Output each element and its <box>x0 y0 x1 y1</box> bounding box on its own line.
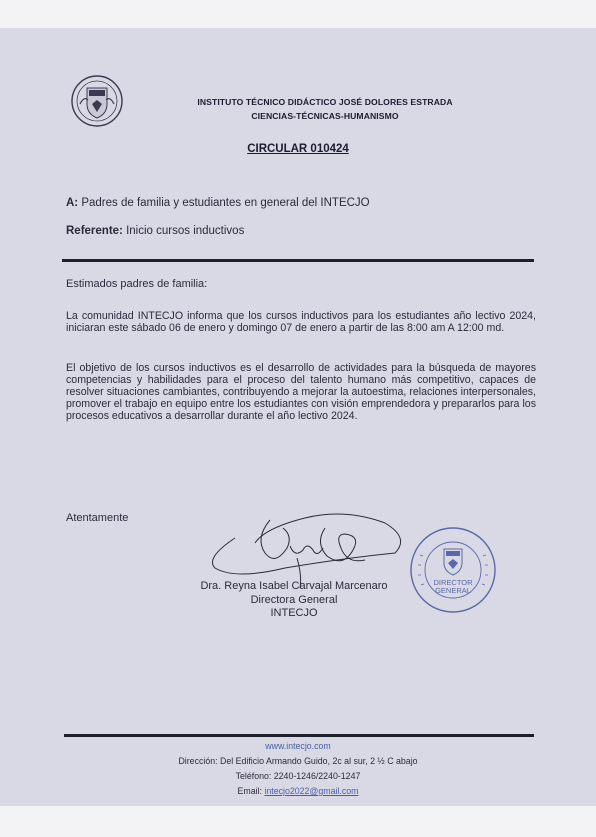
footer-phone: Teléfono: 2240-1246/2240-1247 <box>235 771 361 781</box>
salutation: Estimados padres de familia: <box>66 278 208 290</box>
body-paragraph-2: El objetivo de los cursos inductivos es el desarrollo de actividades para la búsqueda de mayores competencias y habilidades para el proceso del talento humano más competitivo, capaces de resolver situaciones cambiantes, contribuyendo a mejorar la autoestima, relaciones interpersonales, promover el trabajo en equipo entre los estudiantes con visión emprendedora y prepararlos para los procesos educativos a desarrollar durante el año lectivo 2024. <box>66 362 536 422</box>
footer-email-line <box>0 784 596 799</box>
footer-website-link[interactable]: www.intecjo.com <box>265 741 331 751</box>
institution-header <box>130 95 520 123</box>
footer-address: Dirección: Del Edificio Armando Guido, 2c al sur, 2 ½ C abajo <box>178 756 418 766</box>
footer-email-link[interactable]: intecjo2022@gmail.com <box>264 786 359 796</box>
signatory-block <box>170 580 418 621</box>
header-divider <box>62 259 534 262</box>
reference-label: Referente: <box>66 225 123 237</box>
footer <box>0 739 596 799</box>
footer-divider <box>64 734 534 737</box>
circular-title: CIRCULAR 010424 <box>247 143 349 155</box>
addressee-value: Padres de familia y estudiantes en general del INTECJO <box>78 197 370 209</box>
reference-value: Inicio cursos inductivos <box>122 225 245 237</box>
addressee-line <box>66 197 370 209</box>
body-paragraph-1: La comunidad INTECJO informa que los cursos inductivos para los estudiantes año lectivo 2024, iniciaran este sábado 06 de enero y domingo 07 de enero a partir de las 8:00 am A 12:00 md. <box>66 310 536 334</box>
signatory-title: Directora General <box>250 593 338 606</box>
stamp-text-line1: DIRECTOR <box>433 578 473 587</box>
signatory-org: INTECJO <box>270 607 318 619</box>
stamp-text-line2: GENERAL <box>435 586 471 595</box>
institution-logo <box>70 74 124 128</box>
official-stamp <box>408 525 498 615</box>
institution-name: INSTITUTO TÉCNICO DIDÁCTICO JOSÉ DOLORES ESTRADA <box>197 97 453 107</box>
addressee-label: A: <box>66 197 79 209</box>
institution-motto: CIENCIAS-TÉCNICAS-HUMANISMO <box>251 111 399 121</box>
handwritten-signature <box>195 498 410 588</box>
closing: Atentamente <box>66 512 129 524</box>
signatory-name: Dra. Reyna Isabel Carvajal Marcenaro <box>200 580 388 592</box>
footer-email-label: Email: <box>237 786 265 796</box>
letter-page <box>0 28 596 806</box>
reference-line <box>66 225 244 237</box>
